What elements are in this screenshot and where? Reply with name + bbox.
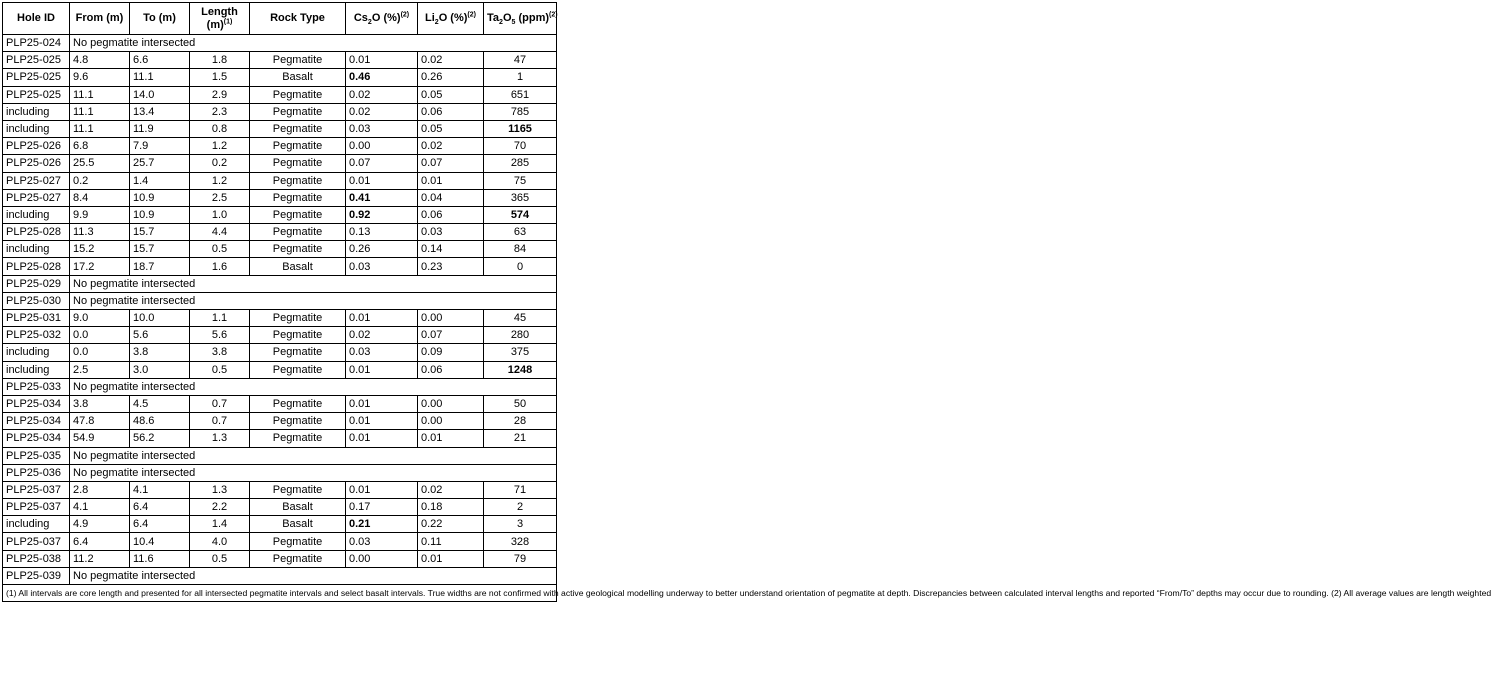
cell-ta2o5: 574 — [484, 206, 557, 223]
cell-from: 6.4 — [70, 533, 130, 550]
cell-li2o: 0.01 — [418, 430, 484, 447]
cell-rock-type: Pegmatite — [250, 224, 346, 241]
cell-cs2o: 0.01 — [346, 361, 418, 378]
header-cs2o-rest: O (%) — [371, 12, 401, 24]
cell-rock-type: Pegmatite — [250, 172, 346, 189]
header-li2o-footnote-ref: (2) — [467, 11, 476, 19]
cell-to: 14.0 — [130, 86, 190, 103]
table-row — [3, 241, 557, 258]
cell-to: 4.5 — [130, 395, 190, 412]
table-row — [3, 430, 557, 447]
cell-ta2o5: 71 — [484, 481, 557, 498]
cell-cs2o: 0.21 — [346, 516, 418, 533]
cell-rock-type: Basalt — [250, 258, 346, 275]
cell-to: 6.4 — [130, 516, 190, 533]
header-rock-type: Rock Type — [250, 3, 346, 35]
header-li2o-rest: O (%) — [438, 12, 468, 24]
cell-cs2o: 0.01 — [346, 413, 418, 430]
cell-from: 6.8 — [70, 138, 130, 155]
header-length-line2: (m) — [206, 18, 224, 31]
cell-to: 10.4 — [130, 533, 190, 550]
cell-to: 25.7 — [130, 155, 190, 172]
cell-length: 1.3 — [190, 430, 250, 447]
cell-cs2o: 0.02 — [346, 86, 418, 103]
cell-note: No pegmatite intersected — [70, 292, 557, 309]
cell-from: 54.9 — [70, 430, 130, 447]
cell-from: 0.0 — [70, 344, 130, 361]
cell-hole-id: PLP25-037 — [3, 481, 70, 498]
cell-rock-type: Pegmatite — [250, 413, 346, 430]
cell-from: 11.1 — [70, 120, 130, 137]
cell-length: 2.2 — [190, 499, 250, 516]
cell-from: 15.2 — [70, 241, 130, 258]
cell-to: 56.2 — [130, 430, 190, 447]
cell-cs2o: 0.41 — [346, 189, 418, 206]
cell-li2o: 0.09 — [418, 344, 484, 361]
cell-ta2o5: 0 — [484, 258, 557, 275]
cell-hole-id: PLP25-028 — [3, 258, 70, 275]
cell-li2o: 0.11 — [418, 533, 484, 550]
cell-to: 11.9 — [130, 120, 190, 137]
header-ta2o5-sub1: 2 — [499, 19, 503, 27]
table-row — [3, 138, 557, 155]
footnote-row — [3, 585, 557, 602]
cell-from: 4.1 — [70, 499, 130, 516]
cell-length: 1.2 — [190, 138, 250, 155]
table-row-no-intersection — [3, 275, 557, 292]
header-length-line1: Length — [201, 5, 238, 18]
cell-hole-id: including — [3, 241, 70, 258]
cell-hole-id: including — [3, 206, 70, 223]
cell-to: 18.7 — [130, 258, 190, 275]
table-row-no-intersection — [3, 35, 557, 52]
cell-rock-type: Pegmatite — [250, 395, 346, 412]
table-row — [3, 499, 557, 516]
cell-li2o: 0.06 — [418, 206, 484, 223]
cell-ta2o5: 84 — [484, 241, 557, 258]
header-ta2o5-sub2: 5 — [511, 19, 516, 27]
cell-cs2o: 0.46 — [346, 69, 418, 86]
cell-from: 47.8 — [70, 413, 130, 430]
cell-cs2o: 0.02 — [346, 327, 418, 344]
cell-li2o: 0.05 — [418, 120, 484, 137]
table-footnote: (1) All intervals are core length and presented for all intersected pegmatite intervals and select basalt intervals. True widths are not confirmed with active geological modelling underway to better understand orientation of pegmatite at depth. Discrepancies between calculated interval lengths and reported “From/To” depths may occur due to rounding. (2) All average values are length weighted — [3, 585, 557, 602]
table-header-row — [3, 3, 557, 35]
cell-length: 0.8 — [190, 120, 250, 137]
cell-to: 15.7 — [130, 241, 190, 258]
cell-cs2o: 0.01 — [346, 430, 418, 447]
cell-hole-id: PLP25-037 — [3, 499, 70, 516]
header-ta2o5-mid: O — [502, 12, 512, 24]
cell-length: 2.9 — [190, 86, 250, 103]
table-row — [3, 103, 557, 120]
cell-ta2o5: 285 — [484, 155, 557, 172]
cell-from: 0.0 — [70, 327, 130, 344]
cell-hole-id: including — [3, 120, 70, 137]
cell-ta2o5: 21 — [484, 430, 557, 447]
cell-to: 7.9 — [130, 138, 190, 155]
cell-cs2o: 0.02 — [346, 103, 418, 120]
cell-li2o: 0.23 — [418, 258, 484, 275]
cell-rock-type: Basalt — [250, 516, 346, 533]
cell-from: 11.3 — [70, 224, 130, 241]
cell-rock-type: Pegmatite — [250, 344, 346, 361]
cell-note: No pegmatite intersected — [70, 378, 557, 395]
cell-rock-type: Pegmatite — [250, 533, 346, 550]
cell-length: 0.7 — [190, 413, 250, 430]
table-row — [3, 481, 557, 498]
header-cs2o-sub: 2 — [367, 19, 372, 27]
cell-from: 4.8 — [70, 52, 130, 69]
table-row-no-intersection — [3, 378, 557, 395]
cell-to: 6.6 — [130, 52, 190, 69]
cell-cs2o: 0.01 — [346, 172, 418, 189]
cell-hole-id: PLP25-039 — [3, 567, 70, 584]
table-row — [3, 155, 557, 172]
assay-results-table-container — [2, 2, 1491, 602]
cell-cs2o: 0.92 — [346, 206, 418, 223]
cell-rock-type: Pegmatite — [250, 310, 346, 327]
cell-rock-type: Pegmatite — [250, 138, 346, 155]
cell-li2o: 0.00 — [418, 413, 484, 430]
cell-rock-type: Pegmatite — [250, 430, 346, 447]
cell-from: 9.9 — [70, 206, 130, 223]
cell-ta2o5: 63 — [484, 224, 557, 241]
cell-ta2o5: 50 — [484, 395, 557, 412]
table-row — [3, 52, 557, 69]
cell-li2o: 0.14 — [418, 241, 484, 258]
header-li2o-base: Li — [425, 12, 435, 24]
cell-to: 11.6 — [130, 550, 190, 567]
cell-rock-type: Pegmatite — [250, 241, 346, 258]
cell-length: 5.6 — [190, 327, 250, 344]
header-li2o-sub: 2 — [434, 19, 439, 27]
cell-hole-id: PLP25-024 — [3, 35, 70, 52]
header-length-footnote-ref: (1) — [223, 17, 233, 25]
cell-cs2o: 0.26 — [346, 241, 418, 258]
cell-to: 3.8 — [130, 344, 190, 361]
cell-cs2o: 0.03 — [346, 344, 418, 361]
cell-to: 1.4 — [130, 172, 190, 189]
cell-ta2o5: 328 — [484, 533, 557, 550]
table-row — [3, 344, 557, 361]
cell-li2o: 0.07 — [418, 327, 484, 344]
cell-ta2o5: 651 — [484, 86, 557, 103]
cell-hole-id: PLP25-027 — [3, 172, 70, 189]
cell-ta2o5: 1165 — [484, 120, 557, 137]
table-body — [3, 35, 557, 585]
cell-rock-type: Pegmatite — [250, 52, 346, 69]
cell-ta2o5: 28 — [484, 413, 557, 430]
cell-note: No pegmatite intersected — [70, 35, 557, 52]
cell-ta2o5: 2 — [484, 499, 557, 516]
assay-results-table — [2, 2, 1491, 602]
cell-length: 0.5 — [190, 550, 250, 567]
cell-hole-id: PLP25-026 — [3, 155, 70, 172]
header-li2o — [418, 3, 484, 35]
cell-length: 1.4 — [190, 516, 250, 533]
table-row — [3, 206, 557, 223]
cell-rock-type: Pegmatite — [250, 361, 346, 378]
cell-li2o: 0.07 — [418, 155, 484, 172]
header-cs2o-base: Cs — [353, 12, 368, 24]
cell-ta2o5: 45 — [484, 310, 557, 327]
cell-li2o: 0.03 — [418, 224, 484, 241]
cell-hole-id: PLP25-032 — [3, 327, 70, 344]
cell-rock-type: Pegmatite — [250, 189, 346, 206]
cell-hole-id: PLP25-036 — [3, 464, 70, 481]
cell-hole-id: PLP25-037 — [3, 533, 70, 550]
cell-length: 0.2 — [190, 155, 250, 172]
cell-hole-id: PLP25-038 — [3, 550, 70, 567]
cell-length: 0.7 — [190, 395, 250, 412]
cell-hole-id: PLP25-028 — [3, 224, 70, 241]
cell-from: 4.9 — [70, 516, 130, 533]
cell-from: 3.8 — [70, 395, 130, 412]
cell-ta2o5: 70 — [484, 138, 557, 155]
cell-ta2o5: 79 — [484, 550, 557, 567]
cell-rock-type: Pegmatite — [250, 103, 346, 120]
cell-length: 3.8 — [190, 344, 250, 361]
cell-hole-id: PLP25-034 — [3, 395, 70, 412]
cell-li2o: 0.06 — [418, 103, 484, 120]
table-row — [3, 395, 557, 412]
cell-ta2o5: 1248 — [484, 361, 557, 378]
cell-ta2o5: 75 — [484, 172, 557, 189]
cell-rock-type: Pegmatite — [250, 206, 346, 223]
cell-rock-type: Pegmatite — [250, 86, 346, 103]
cell-from: 2.8 — [70, 481, 130, 498]
cell-hole-id: including — [3, 516, 70, 533]
table-row — [3, 189, 557, 206]
cell-rock-type: Pegmatite — [250, 120, 346, 137]
cell-to: 10.0 — [130, 310, 190, 327]
cell-to: 15.7 — [130, 224, 190, 241]
cell-hole-id: PLP25-025 — [3, 69, 70, 86]
cell-cs2o: 0.03 — [346, 258, 418, 275]
cell-li2o: 0.04 — [418, 189, 484, 206]
cell-rock-type: Pegmatite — [250, 481, 346, 498]
header-cs2o-footnote-ref: (2) — [400, 11, 410, 19]
cell-li2o: 0.18 — [418, 499, 484, 516]
cell-to: 4.1 — [130, 481, 190, 498]
cell-li2o: 0.06 — [418, 361, 484, 378]
cell-length: 1.5 — [190, 69, 250, 86]
cell-cs2o: 0.00 — [346, 138, 418, 155]
cell-length: 1.3 — [190, 481, 250, 498]
table-row-no-intersection — [3, 447, 557, 464]
table-row — [3, 533, 557, 550]
table-row — [3, 258, 557, 275]
cell-hole-id: including — [3, 103, 70, 120]
table-row — [3, 516, 557, 533]
cell-hole-id: PLP25-029 — [3, 275, 70, 292]
cell-rock-type: Pegmatite — [250, 155, 346, 172]
cell-to: 6.4 — [130, 499, 190, 516]
cell-li2o: 0.26 — [418, 69, 484, 86]
header-ta2o5-footnote-ref: (2) — [549, 11, 558, 19]
cell-from: 8.4 — [70, 189, 130, 206]
table-row — [3, 361, 557, 378]
cell-ta2o5: 3 — [484, 516, 557, 533]
cell-li2o: 0.00 — [418, 395, 484, 412]
cell-to: 3.0 — [130, 361, 190, 378]
cell-length: 1.1 — [190, 310, 250, 327]
cell-ta2o5: 1 — [484, 69, 557, 86]
cell-from: 9.0 — [70, 310, 130, 327]
cell-from: 11.1 — [70, 86, 130, 103]
header-to: To (m) — [130, 3, 190, 35]
cell-length: 0.5 — [190, 361, 250, 378]
cell-hole-id: PLP25-026 — [3, 138, 70, 155]
table-row-no-intersection — [3, 292, 557, 309]
table-row-no-intersection — [3, 464, 557, 481]
header-ta2o5 — [484, 3, 557, 35]
cell-rock-type: Pegmatite — [250, 327, 346, 344]
cell-to: 10.9 — [130, 206, 190, 223]
cell-ta2o5: 47 — [484, 52, 557, 69]
cell-length: 4.4 — [190, 224, 250, 241]
cell-rock-type: Basalt — [250, 499, 346, 516]
cell-from: 25.5 — [70, 155, 130, 172]
cell-hole-id: including — [3, 344, 70, 361]
cell-hole-id: PLP25-031 — [3, 310, 70, 327]
cell-hole-id: PLP25-027 — [3, 189, 70, 206]
cell-li2o: 0.01 — [418, 550, 484, 567]
cell-ta2o5: 280 — [484, 327, 557, 344]
cell-cs2o: 0.03 — [346, 533, 418, 550]
cell-length: 4.0 — [190, 533, 250, 550]
table-row — [3, 120, 557, 137]
cell-cs2o: 0.03 — [346, 120, 418, 137]
cell-length: 1.8 — [190, 52, 250, 69]
cell-from: 17.2 — [70, 258, 130, 275]
cell-length: 2.3 — [190, 103, 250, 120]
cell-ta2o5: 365 — [484, 189, 557, 206]
table-row — [3, 172, 557, 189]
cell-note: No pegmatite intersected — [70, 464, 557, 481]
cell-from: 0.2 — [70, 172, 130, 189]
cell-li2o: 0.02 — [418, 52, 484, 69]
header-cs2o — [346, 3, 418, 35]
cell-hole-id: PLP25-035 — [3, 447, 70, 464]
table-row — [3, 413, 557, 430]
cell-cs2o: 0.01 — [346, 395, 418, 412]
cell-hole-id: PLP25-034 — [3, 430, 70, 447]
cell-cs2o: 0.01 — [346, 310, 418, 327]
cell-cs2o: 0.01 — [346, 52, 418, 69]
cell-from: 11.1 — [70, 103, 130, 120]
cell-li2o: 0.05 — [418, 86, 484, 103]
cell-length: 0.5 — [190, 241, 250, 258]
cell-to: 13.4 — [130, 103, 190, 120]
cell-from: 11.2 — [70, 550, 130, 567]
cell-hole-id: PLP25-034 — [3, 413, 70, 430]
cell-rock-type: Basalt — [250, 69, 346, 86]
cell-hole-id: PLP25-025 — [3, 86, 70, 103]
cell-length: 1.6 — [190, 258, 250, 275]
cell-cs2o: 0.00 — [346, 550, 418, 567]
cell-from: 9.6 — [70, 69, 130, 86]
cell-hole-id: including — [3, 361, 70, 378]
cell-length: 2.5 — [190, 189, 250, 206]
cell-cs2o: 0.07 — [346, 155, 418, 172]
cell-li2o: 0.01 — [418, 172, 484, 189]
cell-li2o: 0.02 — [418, 481, 484, 498]
table-row — [3, 224, 557, 241]
cell-li2o: 0.00 — [418, 310, 484, 327]
table-row — [3, 550, 557, 567]
cell-note: No pegmatite intersected — [70, 447, 557, 464]
cell-length: 1.0 — [190, 206, 250, 223]
cell-hole-id: PLP25-033 — [3, 378, 70, 395]
cell-hole-id: PLP25-030 — [3, 292, 70, 309]
header-hole-id: Hole ID — [3, 3, 70, 35]
cell-length: 1.2 — [190, 172, 250, 189]
header-from: From (m) — [70, 3, 130, 35]
cell-to: 48.6 — [130, 413, 190, 430]
header-ta2o5-rest: (ppm) — [515, 12, 550, 24]
table-row — [3, 327, 557, 344]
cell-li2o: 0.02 — [418, 138, 484, 155]
cell-li2o: 0.22 — [418, 516, 484, 533]
cell-cs2o: 0.01 — [346, 481, 418, 498]
cell-to: 10.9 — [130, 189, 190, 206]
cell-ta2o5: 785 — [484, 103, 557, 120]
header-length — [190, 3, 250, 35]
cell-to: 5.6 — [130, 327, 190, 344]
cell-note: No pegmatite intersected — [70, 567, 557, 584]
table-row — [3, 310, 557, 327]
cell-cs2o: 0.13 — [346, 224, 418, 241]
cell-from: 2.5 — [70, 361, 130, 378]
cell-rock-type: Pegmatite — [250, 550, 346, 567]
cell-note: No pegmatite intersected — [70, 275, 557, 292]
table-row-no-intersection — [3, 567, 557, 584]
header-ta2o5-base: Ta — [487, 12, 500, 24]
cell-hole-id: PLP25-025 — [3, 52, 70, 69]
table-row — [3, 69, 557, 86]
cell-ta2o5: 375 — [484, 344, 557, 361]
table-row — [3, 86, 557, 103]
cell-cs2o: 0.17 — [346, 499, 418, 516]
cell-to: 11.1 — [130, 69, 190, 86]
